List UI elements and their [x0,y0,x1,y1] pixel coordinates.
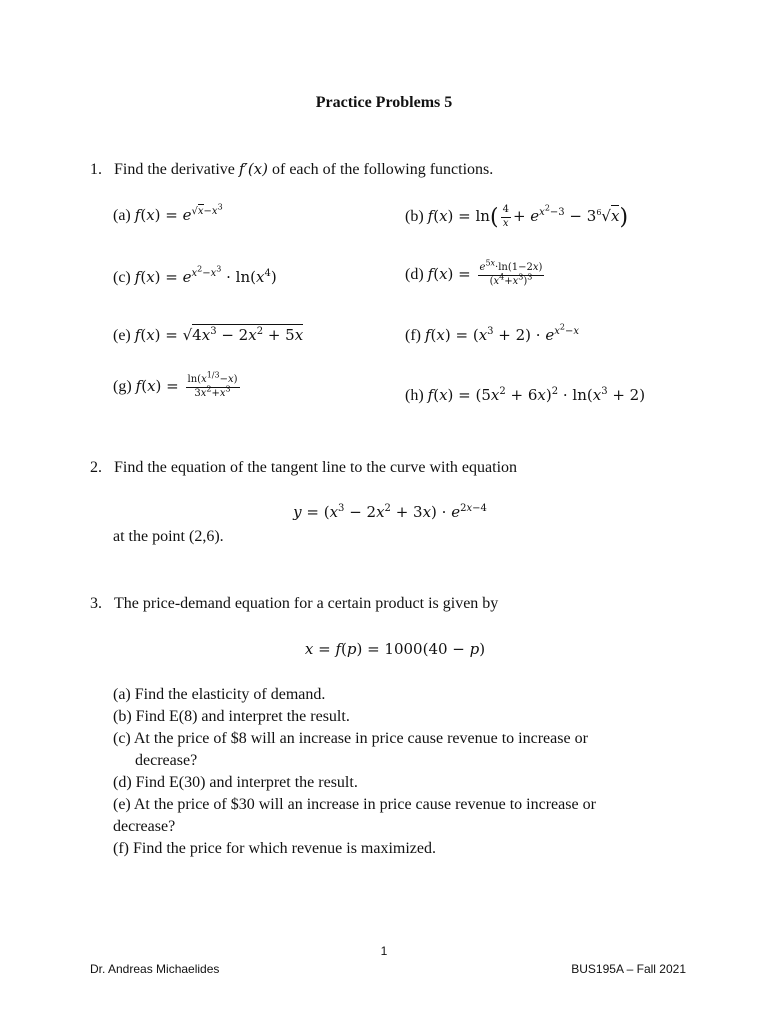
question-number: 3. [90,595,102,612]
footer-course: BUS195A – Fall 2021 [571,962,686,976]
list-item: decrease? [113,818,176,835]
question-number: 2. [90,459,102,476]
question-1-prompt: 1. Find the derivative f′(x) of each of the following functions. [90,160,494,178]
question-2-prompt: 2. Find the equation of the tangent line to the curve with equation [90,459,518,476]
list-item: (d) Find E(30) and interpret the result. [113,774,358,791]
function-e: (e) $f(x) = √4x^3 - 2x^2 + 5x$ [113,326,304,344]
question-3-parts [113,684,596,860]
question-3-prompt: 3. The price-demand equation for a certain product is given by [90,595,499,612]
function-a: (a) $f(x) = e^{√x-x^3}$ [113,202,223,224]
question-2-point: at the point (2,6). [113,528,224,545]
list-item: (f) Find the price for which revenue is maximized. [113,840,436,857]
function-b: (b) f(x) = ln( $\frac{4}{x}$ + $e^{x^2-3} - 3^6√x$) [405,203,629,230]
page-number: 1 [380,944,388,958]
function-d: (d) f(x) = $\frac{e^{5x}\cdot\ln(1-2x)}{(x^4+x^3)^3}$ [405,258,543,287]
function-h: (h) $f(x) = (5x^2 + 6x)^2 \cdot \ln(x^3 + 2)$ [405,386,646,404]
list-item: (a) Find the elasticity of demand. [113,686,326,703]
list-item: decrease? [135,752,198,769]
page-title: Practice Problems 5 [315,94,453,111]
list-item: (c) At the price of $8 will an increase in price cause revenue to increase or [113,730,588,747]
function-c: (c) $f(x) = e^{x^2-x^3} \cdot \ln(x^4)$ [113,264,277,286]
function-f: (f) $f(x) = (x^3 + 2) \cdot e^{x^2-x}$ [405,322,579,344]
question-number: 1. [90,161,102,178]
question-2-equation: $y = (x^3 - 2x^2 + 3x) \cdot e^{2x-4}$ [293,503,487,521]
function-g: (g) f(x) = $\frac{\ln(x^{1/3}-x)}{3x^2+x^3}$ [113,370,238,399]
question-3-equation: x = f(p) = 1000(40 − p) [304,640,486,658]
list-item: (e) At the price of $30 will an increase in price cause revenue to increase or [113,796,596,813]
list-item: (b) Find E(8) and interpret the result. [113,708,350,725]
footer-author: Dr. Andreas Michaelides [90,962,220,976]
